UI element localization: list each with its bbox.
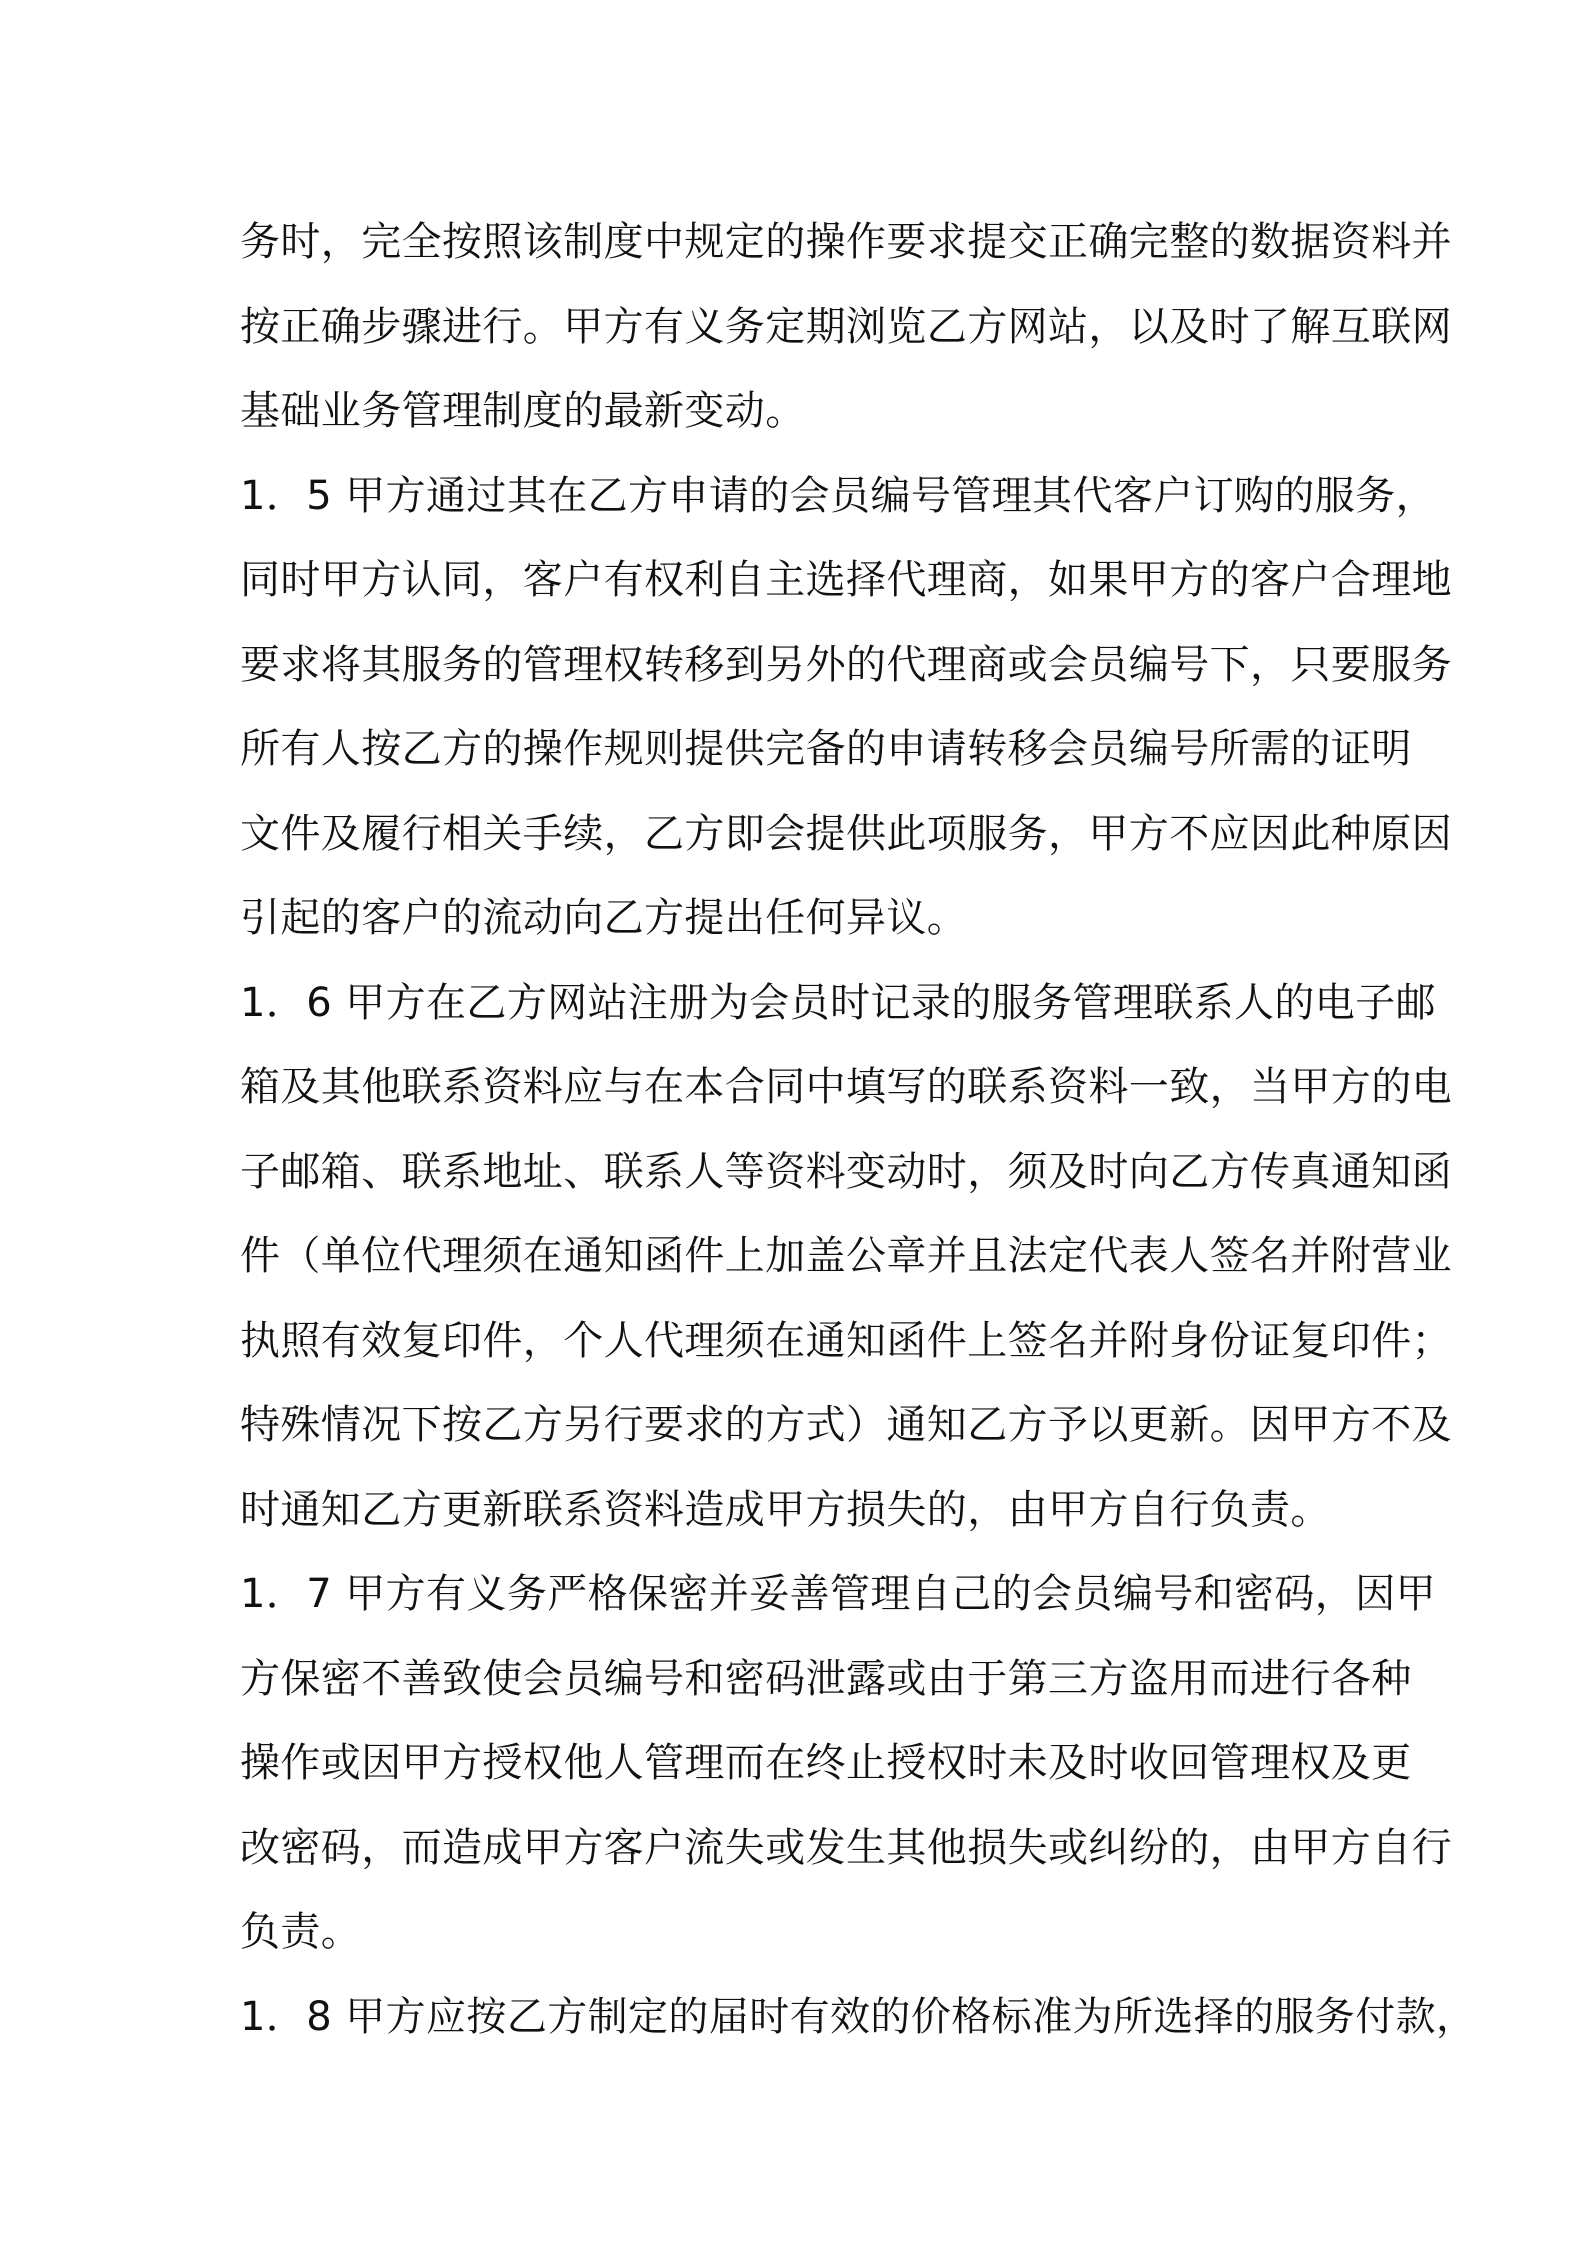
text-line: 箱及其他联系资料应与在本合同中填写的联系资料一致，当甲方的电 (240, 1064, 1452, 1110)
clause-1-6-line: 1．6 甲方在乙方网站注册为会员时记录的服务管理联系人的电子邮 (240, 979, 1437, 1026)
text-line: 特殊情况下按乙方另行要求的方式）通知乙方予以更新。因甲方不及 (240, 1402, 1452, 1448)
document-body (240, 200, 1477, 2059)
text-line: 所有人按乙方的操作规则提供完备的申请转移会员编号所需的证明 (240, 726, 1412, 772)
clause-1-7-line: 1．7 甲方有义务严格保密并妥善管理自己的会员编号和密码，因甲 (240, 1571, 1437, 1617)
text-line: 时通知乙方更新联系资料造成甲方损失的，由甲方自行负责。 (240, 1486, 1331, 1533)
text-line: 方保密不善致使会员编号和密码泄露或由于第三方盗用而进行各种 (240, 1655, 1412, 1702)
text-line: 同时甲方认同，客户有权利自主选择代理商，如果甲方的客户合理地 (240, 557, 1452, 603)
text-line: 操作或因甲方授权他人管理而在终止授权时未及时收回管理权及更 (240, 1740, 1412, 1786)
text-line: 负责。 (240, 1909, 362, 1955)
clause-1-5-line: 1．5 甲方通过其在乙方申请的会员编号管理其代客户订购的服务， (240, 472, 1437, 519)
text-line: 改密码，而造成甲方客户流失或发生其他损失或纠纷的，由甲方自行 (240, 1824, 1452, 1871)
text-line: 执照有效复印件，个人代理须在通知函件上签名并附身份证复印件； (240, 1317, 1452, 1364)
text-line: 按正确步骤进行。甲方有义务定期浏览乙方网站，以及时了解互联网 (240, 303, 1452, 350)
text-line: 基础业务管理制度的最新变动。 (240, 388, 806, 434)
text-line: 务时，完全按照该制度中规定的操作要求提交正确完整的数据资料并 (240, 219, 1452, 265)
text-line: 子邮箱、联系地址、联系人等资料变动时，须及时向乙方传真通知函 (240, 1148, 1452, 1195)
text-line: 文件及履行相关手续，乙方即会提供此项服务，甲方不应因此种原因 (240, 810, 1452, 857)
text-line: 件（单位代理须在通知函件上加盖公章并且法定代表人签名并附营业 (240, 1233, 1452, 1279)
text-line: 要求将其服务的管理权转移到另外的代理商或会员编号下，只要服务 (240, 641, 1452, 688)
clause-1-8-line: 1．8 甲方应按乙方制定的届时有效的价格标准为所选择的服务付款， (240, 1993, 1477, 2040)
text-line: 引起的客户的流动向乙方提出任何异议。 (240, 895, 968, 941)
